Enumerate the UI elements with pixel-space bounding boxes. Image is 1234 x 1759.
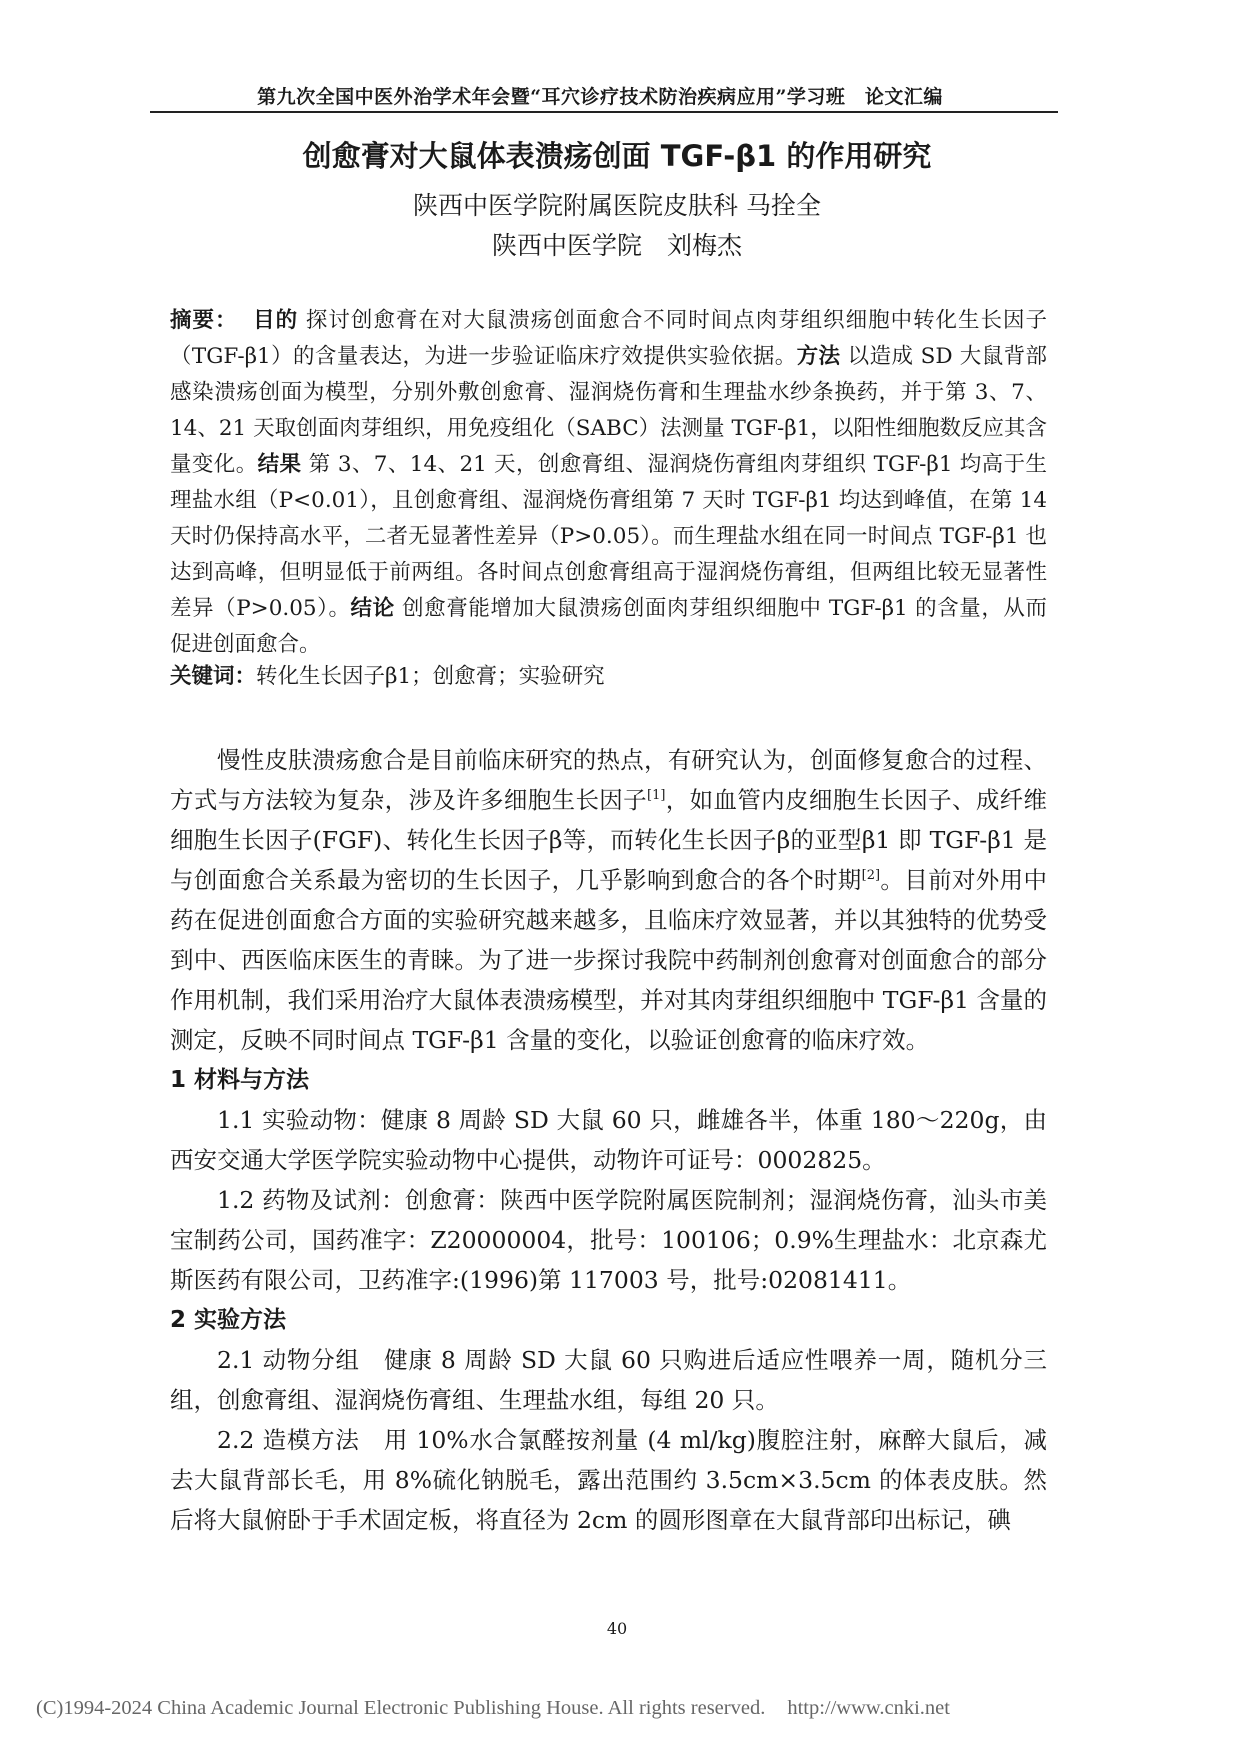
abstract-results-label: 结果	[257, 452, 302, 477]
section-heading-1: 1 材料与方法	[170, 1067, 310, 1093]
intro-text-c: 。目前对外用中药在促进创面愈合方面的实验研究越来越多，且临床疗效显著，并以其独特的优势受到中、西医临床医生的青睐。为了进一步探讨我院中药制剂创愈膏对创面愈合的部分作用机制，我们采用治疗大鼠体表溃疡模型，并对其肉芽组织细胞中 TGF-β1 含量的测定，反映不同时间点 TGF-β1 含量的变化，以验证创愈膏的临床疗效。	[170, 866, 1048, 1054]
intro-text-a: 慢性皮肤溃疡愈合是目前临床研究的热点，有研究认为，创面修复愈合的过程、方式与方法较为复杂，涉及许多细胞生长因子	[170, 746, 1047, 814]
abstract	[170, 303, 1047, 663]
paragraph-2-2: 2.2 造模方法 用 10%水合氯醛按剂量 (4 ml/kg)腹腔注射，麻醉大鼠后，减去大鼠背部长毛，用 8%硫化钠脱毛，露出范围约 3.5cm×3.5cm 的体表皮肤。然后将大鼠俯卧于手术固定板，将直径为 2cm 的圆形图章在大鼠背部印出标记，碘	[170, 1426, 1047, 1534]
header-rule	[150, 111, 1058, 113]
author-affiliation-1: 陕西中医学院附属医院皮肤科 马拴全	[413, 191, 821, 220]
abstract-methods-label: 方法	[796, 344, 841, 369]
keywords	[170, 659, 1047, 695]
body-text	[170, 740, 1047, 1540]
abstract-methods-text: 以造成 SD 大鼠背部感染溃疡创面为模型，分别外敷创愈膏、湿润烧伤膏和生理盐水纱条换药，并于第 3、7、14、21 天取创面肉芽组织，用免疫组化（SABC）法测量 TGF-β1，以阳性细胞数反应其含量变化。	[170, 344, 1047, 477]
running-head: 第九次全国中医外治学术年会暨“耳穴诊疗技术防治疾病应用”学习班 论文汇编	[257, 86, 943, 108]
paper-title: 创愈膏对大鼠体表溃疡创面 TGF-β1 的作用研究	[302, 139, 932, 173]
keywords-text: 转化生长因子β1；创愈膏；实验研究	[256, 664, 605, 689]
abstract-objective-label: 目的	[253, 308, 299, 333]
paragraph-1-2: 1.2 药物及试剂：创愈膏：陕西中医学院附属医院制剂；湿润烧伤膏，汕头市美宝制药公司，国药准字：Z20000004，批号：100106；0.9%生理盐水：北京森尤斯医药有限公司，卫药准字:(1996)第 117003 号，批号:02081411。	[170, 1186, 1047, 1294]
intro-paragraph	[170, 740, 1047, 1060]
footer-url[interactable]: http://www.cnki.net	[787, 1697, 950, 1719]
abstract-conclusion-label: 结论	[350, 596, 395, 621]
copyright-text: (C)1994-2024 China Academic Journal Electronic Publishing House. All rights reserved.	[36, 1697, 766, 1719]
citation-1: [1]	[647, 788, 666, 804]
paragraph-1-1: 1.1 实验动物：健康 8 周龄 SD 大鼠 60 只，雌雄各半，体重 180～220g，由西安交通大学医学院实验动物中心提供，动物许可证号：0002825。	[170, 1106, 1047, 1174]
author-affiliation-2: 陕西中医学院 刘梅杰	[491, 231, 742, 260]
citation-2: [2]	[861, 868, 881, 884]
copyright-footer	[36, 1697, 950, 1720]
abstract-objective-text: 探讨创愈膏在对大鼠溃疡创面愈合不同时间点肉芽组织细胞中转化生长因子（TGF-β1）的含量表达，为进一步验证临床疗效提供实验依据。	[170, 308, 1047, 369]
paragraph-2-1: 2.1 动物分组 健康 8 周龄 SD 大鼠 60 只购进后适应性喂养一周，随机分三组，创愈膏组、湿润烧伤膏组、生理盐水组，每组 20 只。	[170, 1346, 1047, 1414]
keywords-label: 关键词：	[170, 664, 257, 689]
abstract-conclusion-text: 创愈膏能增加大鼠溃疡创面肉芽组织细胞中 TGF-β1 的含量，从而促进创面愈合。	[170, 596, 1047, 657]
page-number: 40	[606, 1619, 628, 1638]
abstract-label: 摘要：	[170, 308, 238, 333]
intro-text-b: ，如血管内皮细胞生长因子、成纤维细胞生长因子(FGF)、转化生长因子β等，而转化生长因子β的亚型β1 即 TGF-β1 是与创面愈合关系最为密切的生长因子，几乎影响到愈合的各个时期	[170, 786, 1048, 894]
section-heading-2: 2 实验方法	[170, 1307, 287, 1333]
abstract-results-text: 第 3、7、14、21 天，创愈膏组、湿润烧伤膏组肉芽组织 TGF-β1 均高于生理盐水组（P<0.01），且创愈膏组、湿润烧伤膏组第 7 天时 TGF-β1 均达到峰值，在第 14 天时仍保持高水平，二者无显著性差异（P>0.05）。而生理盐水组在同一时间点 TGF-β1 也达到高峰，但明显低于前两组。各时间点创愈膏组高于湿润烧伤膏组，但两组比较无显著性差异（P>0.05）。	[170, 452, 1047, 621]
